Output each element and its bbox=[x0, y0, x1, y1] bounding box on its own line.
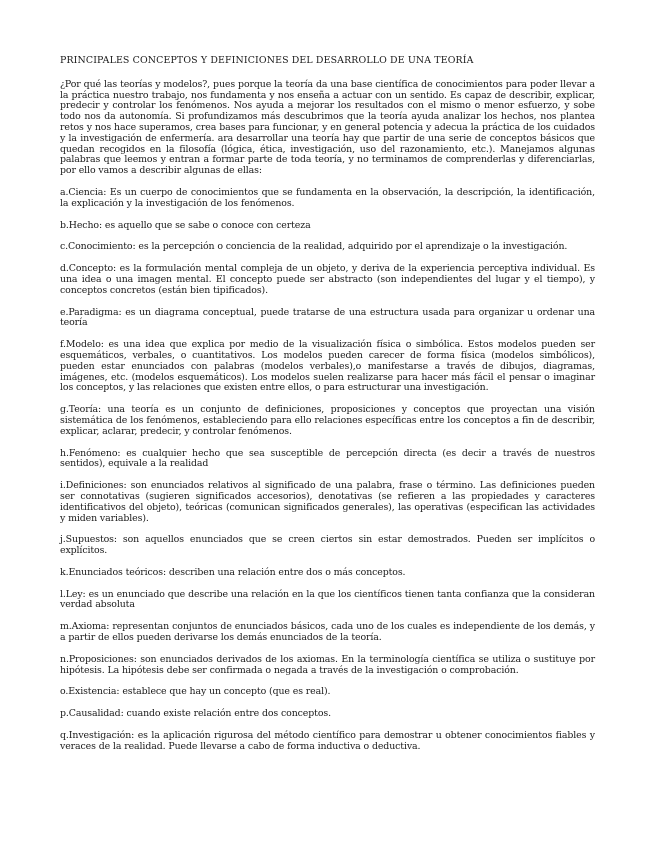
definition-fenomeno: h.Fenómeno: es cualquier hecho que sea susceptible de percepción directa (es decir a través de nuestros sentidos), equivale a la realidad bbox=[60, 447, 595, 470]
definition-proposiciones: n.Proposiciones: son enunciados derivados de los axiomas. En la terminología científica se utiliza o sustituye por hipótesis. La hipótesis debe ser confirmada o negada a través de la investigación o comprobación. bbox=[60, 653, 595, 676]
definition-definiciones: i.Definiciones: son enunciados relativos al significado de una palabra, frase o término. Las definiciones pueden ser connotativas (sugieren significados accesorios), denotativas (se refieren a las propiedades y caracteres identificativos del objeto), teóricas (comunican significados generales), las operativas (especifican las actividades y miden variables). bbox=[60, 480, 595, 524]
definition-axioma: m.Axioma: representan conjuntos de enunciados básicos, cada uno de los cuales es independiente de los demás, y a partir de ellos pueden derivarse los demás enunciados de la teoría. bbox=[60, 621, 595, 644]
definition-existencia: o.Existencia: establece que hay un concepto (que es real). bbox=[60, 686, 331, 698]
document-page bbox=[60, 56, 595, 764]
definition-supuestos: j.Supuestos: son aquellos enunciados que se creen ciertos sin estar demostrados. Pueden ser implícitos o explícitos. bbox=[60, 534, 595, 557]
definition-concepto: d.Concepto: es la formulación mental compleja de un objeto, y deriva de la experiencia perceptiva individual. Es una idea o una imagen mental. El concepto puede ser abstracto (son independientes del lugar y el tiempo), y conceptos concretos (están bien tipificados). bbox=[60, 263, 595, 296]
document-title: PRINCIPALES CONCEPTOS Y DEFINICIONES DEL DESARROLLO DE UNA TEORÍA bbox=[60, 55, 474, 66]
definition-ley: l.Ley: es un enunciado que describe una relación en la que los científicos tienen tanta confianza que la consideran verdad absoluta bbox=[60, 588, 595, 611]
definition-investigacion: q.Investigación: es la aplicación rigurosa del método científico para demostrar u obtener conocimientos fiables y veraces de la realidad. Puede llevarse a cabo de forma inductiva o deductiva. bbox=[60, 730, 595, 752]
definition-causalidad: p.Causalidad: cuando existe relación entre dos conceptos. bbox=[60, 708, 331, 720]
definition-teoria: g.Teoría: una teoría es un conjunto de definiciones, proposiciones y conceptos que proyectan una visión sistemática de los fenómenos, estableciendo para ello relaciones específicas entre los conceptos a fin de describir, explicar, aclarar, predecir, y controlar fenómenos. bbox=[60, 404, 595, 437]
definition-enunciados-teoricos: k.Enunciados teóricos: describen una relación entre dos o más conceptos. bbox=[60, 566, 406, 578]
intro-paragraph: ¿Por qué las teorías y modelos?, pues porque la teoría da una base científica de conocimientos para poder llevar a la práctica nuestro trabajo, nos fundamenta y nos enseña a actuar con un sentido. Es capaz de describir, explicar, predecir y controlar los fenómenos. Nos ayuda a mejorar los resultados con el mismo o menor esfuerzo, y sobe todo nos da autonomía. Si profundizamos más descubrimos que la teoría ayuda analizar los hechos, nos plantea retos y nos hace superamos, crea bases para funcionar, y en general potencia y adecua la práctica de los cuidados y la investigación de enfermería. ara desarrollar una teoría hay que partir de una serie de conceptos básicos que quedan recogidos en la filosofía (lógica, ética, investigación, uso del razonamiento, etc.). Manejamos algunas palabras que leemos y entran a formar parte de toda teoría, y no terminamos de comprenderlas y diferenciarlas, por ello vamos a describir algunas de ellas: bbox=[60, 78, 595, 177]
definition-modelo: f.Modelo: es una idea que explica por medio de la visualización física o simbólica. Estos modelos pueden ser esquemáticos, verbales, o cuantitativos. Los modelos pueden carecer de forma física (modelos simbólicos), pueden estar enunciados con palabras (modelos verbales),o manifestarse a través de dibujos, diagramas, imágenes, etc. (modelos esquemáticos). Los modelos suelen realizarse para hacer más fácil el pensar o imaginar los conceptos, y las relaciones que existen entre ellos, o para estructurar una investigación. bbox=[60, 339, 595, 394]
definition-conocimiento: c.Conocimiento: es la percepción o conciencia de la realidad, adquirido por el aprendizaje o la investigación. bbox=[60, 241, 568, 253]
definition-paradigma: e.Paradigma: es un diagrama conceptual, puede tratarse de una estructura usada para organizar u ordenar una teoría bbox=[60, 306, 595, 329]
definition-ciencia: a.Ciencia: Es un cuerpo de conocimientos que se fundamenta en la observación, la descripción, la identificación, la explicación y la investigación de los fenómenos. bbox=[60, 186, 595, 209]
definition-hecho: b.Hecho: es aquello que se sabe o conoce con certeza bbox=[60, 219, 311, 231]
